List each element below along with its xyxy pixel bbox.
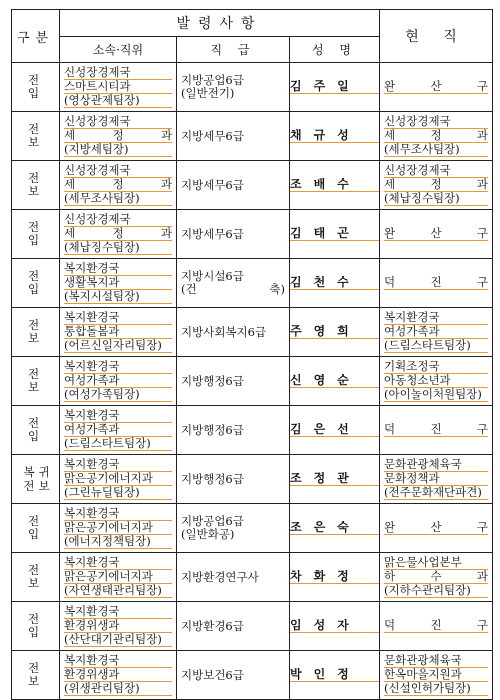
cell-line: (아이놀이처원팀장)	[384, 388, 488, 402]
cell-line: 신성장경제국	[64, 66, 172, 80]
cell-line: 맑은물사업본부	[384, 556, 488, 570]
cell-line: 세 정 과	[384, 178, 489, 191]
cell-type: 전 보	[12, 553, 60, 602]
header-current: 현 직	[380, 10, 493, 63]
cell-org	[60, 63, 177, 112]
table-row	[12, 259, 493, 308]
cell-rank	[177, 651, 290, 700]
cell-name	[290, 161, 380, 210]
cell-rank	[177, 553, 290, 602]
cell-name	[290, 455, 380, 504]
cell-line: (체납징수팀장)	[384, 192, 488, 206]
cell-line: (건 축)	[181, 283, 285, 296]
cell-line: (영상관제팀장)	[64, 94, 172, 108]
cell-rank	[177, 161, 290, 210]
cell-current	[380, 455, 493, 504]
cell-line: 완 산 구	[384, 80, 489, 93]
cell-org	[60, 308, 177, 357]
table-row	[12, 406, 493, 455]
cell-current	[380, 553, 493, 602]
cell-name	[290, 651, 380, 700]
cell-rank	[177, 406, 290, 455]
cell-line: 덕 진 구	[384, 423, 489, 436]
header-group: 발령사항	[60, 10, 380, 37]
person-name: 신영순	[290, 374, 379, 388]
table-row	[12, 651, 493, 700]
table-row	[12, 357, 493, 406]
cell-line: 복지환경국	[64, 262, 172, 276]
cell-line: 지방행정6급	[181, 374, 244, 388]
cell-line: 지방환경연구사	[181, 570, 259, 584]
cell-line: 지방세무6급	[181, 227, 244, 241]
cell-line: (지하수관리팀장)	[384, 584, 488, 598]
person-name: 조은숙	[290, 521, 379, 535]
cell-line: 지방공업6급	[181, 515, 244, 528]
cell-line: (세무조사팀장)	[64, 192, 172, 206]
person-name: 김천수	[290, 276, 379, 290]
cell-line: (에너지정책팀장)	[64, 535, 172, 549]
cell-org	[60, 357, 177, 406]
cell-line: 복지환경국	[384, 311, 488, 325]
header-org: 소속·직위	[60, 37, 177, 63]
header-gubun: 구분	[12, 10, 60, 63]
cell-line: 환경위생과	[64, 619, 172, 633]
person-name: 조정관	[290, 472, 379, 486]
cell-line: 통합돌봄과	[64, 325, 172, 339]
cell-line: (자연생태관리팀장)	[64, 584, 172, 598]
cell-line: 스마트시티과	[64, 80, 172, 94]
cell-line: 세 정 과	[384, 129, 489, 142]
cell-rank	[177, 504, 290, 553]
header-name: 성 명	[290, 37, 380, 63]
cell-name	[290, 504, 380, 553]
cell-org	[60, 602, 177, 651]
cell-type: 전 입	[12, 259, 60, 308]
table-row	[12, 308, 493, 357]
cell-rank	[177, 357, 290, 406]
cell-line: 한옥마을지원과	[384, 668, 488, 682]
cell-line: (신설인허가팀장)	[384, 682, 488, 696]
table-row	[12, 63, 493, 112]
cell-line: 덕 진 구	[384, 276, 489, 289]
table-row	[12, 161, 493, 210]
cell-org	[60, 651, 177, 700]
person-name: 김태곤	[290, 227, 379, 241]
cell-line: 지방환경6급	[181, 619, 244, 633]
cell-line: 지방사회복지6급	[181, 325, 267, 339]
cell-rank	[177, 308, 290, 357]
cell-line: 지방세무6급	[181, 178, 244, 192]
cell-line: (드림스타트팀장)	[64, 437, 172, 451]
cell-line: (체납징수팀장)	[64, 241, 172, 255]
cell-line: 덕 진 구	[384, 619, 489, 632]
cell-type: 전 입	[12, 406, 60, 455]
cell-name	[290, 406, 380, 455]
cell-type: 전 입	[12, 210, 60, 259]
cell-type: 복귀 전보	[12, 455, 60, 504]
header-rank: 직 급	[177, 37, 290, 63]
cell-org	[60, 455, 177, 504]
cell-type: 전 보	[12, 112, 60, 161]
cell-line: (전주문화재단파견)	[384, 486, 488, 500]
cell-line: (여성가족팀장)	[64, 388, 172, 402]
cell-current	[380, 259, 493, 308]
cell-line: 지방세무6급	[181, 129, 244, 143]
cell-line: 여성가족과	[384, 325, 488, 339]
cell-current	[380, 602, 493, 651]
cell-line: (지방세팀장)	[64, 143, 172, 157]
cell-rank	[177, 63, 290, 112]
table-row	[12, 455, 493, 504]
cell-line: (위생관리팀장)	[64, 682, 172, 696]
cell-type: 전 보	[12, 651, 60, 700]
cell-line: 지방행정6급	[181, 472, 244, 486]
cell-org	[60, 259, 177, 308]
cell-line: 신성장경제국	[64, 164, 172, 178]
person-name: 임성자	[290, 619, 379, 633]
cell-current	[380, 112, 493, 161]
cell-line: 완 산 구	[384, 227, 489, 240]
cell-line: 복지환경국	[64, 654, 172, 668]
cell-org	[60, 504, 177, 553]
cell-line: (일반화공)	[181, 528, 235, 541]
cell-current	[380, 161, 493, 210]
personnel-table-container	[11, 9, 492, 700]
cell-line: 아동청소년과	[384, 374, 488, 388]
cell-line: 복지환경국	[64, 556, 172, 570]
cell-name	[290, 259, 380, 308]
cell-line: 복지환경국	[64, 360, 172, 374]
cell-line: 여성가족과	[64, 423, 172, 437]
cell-current	[380, 504, 493, 553]
cell-rank	[177, 210, 290, 259]
cell-type: 전 보	[12, 308, 60, 357]
personnel-table	[11, 9, 493, 700]
person-name: 박인정	[290, 668, 379, 682]
cell-name	[290, 357, 380, 406]
cell-line: (산단대기관리팀장)	[64, 633, 172, 647]
cell-line: 지방공업6급	[181, 74, 244, 87]
cell-org	[60, 406, 177, 455]
cell-org	[60, 161, 177, 210]
cell-line: 지방행정6급	[181, 423, 244, 437]
cell-org	[60, 210, 177, 259]
cell-line: 완 산 구	[384, 521, 489, 534]
cell-line: 문화정책과	[384, 472, 488, 486]
cell-line: 맑은공기에너지과	[64, 472, 172, 486]
cell-line: 지방시설6급	[181, 270, 244, 283]
person-name: 김은선	[290, 423, 379, 437]
cell-org	[60, 553, 177, 602]
cell-line: 하 수 과	[384, 570, 489, 583]
cell-line: (어르신일자리팀장)	[64, 339, 172, 353]
cell-line: 복지환경국	[64, 311, 172, 325]
cell-line: 맑은공기에너지과	[64, 570, 172, 584]
cell-line: 세 정 과	[64, 129, 172, 142]
cell-line: 환경위생과	[64, 668, 172, 682]
cell-line: (그린뉴딜팀장)	[64, 486, 172, 500]
person-name: 김주일	[290, 80, 379, 94]
cell-current	[380, 210, 493, 259]
cell-name	[290, 112, 380, 161]
table-body	[12, 63, 493, 700]
cell-line: 신성장경제국	[64, 213, 172, 227]
cell-name	[290, 602, 380, 651]
table-row	[12, 553, 493, 602]
cell-name	[290, 210, 380, 259]
cell-current	[380, 651, 493, 700]
cell-line: (일반전기)	[181, 87, 235, 100]
cell-line: 복지환경국	[64, 507, 172, 521]
cell-current	[380, 406, 493, 455]
cell-name	[290, 553, 380, 602]
table-row	[12, 602, 493, 651]
cell-line: 생활복지과	[64, 276, 172, 290]
cell-type: 전 입	[12, 602, 60, 651]
cell-line: 기획조정국	[384, 360, 488, 374]
cell-line: 복지환경국	[64, 458, 172, 472]
cell-line: 지방보건6급	[181, 668, 244, 682]
cell-line: 문화관광체육국	[384, 458, 488, 472]
cell-rank	[177, 602, 290, 651]
table-row	[12, 210, 493, 259]
cell-type: 전 입	[12, 504, 60, 553]
person-name: 주영희	[290, 325, 379, 339]
cell-rank	[177, 259, 290, 308]
cell-line: 세 정 과	[64, 227, 172, 240]
cell-current	[380, 63, 493, 112]
cell-line: 맑은공기에너지과	[64, 521, 172, 535]
cell-type: 전 보	[12, 161, 60, 210]
person-name: 차화정	[290, 570, 379, 584]
cell-org	[60, 112, 177, 161]
cell-line: 신성장경제국	[384, 164, 488, 178]
cell-line: 세 정 과	[64, 178, 172, 191]
table-row	[12, 112, 493, 161]
cell-rank	[177, 112, 290, 161]
cell-current	[380, 357, 493, 406]
cell-type: 전 입	[12, 63, 60, 112]
cell-type: 전 보	[12, 357, 60, 406]
cell-line: (드림스타트팀장)	[384, 339, 488, 353]
table-row	[12, 504, 493, 553]
person-name: 채규성	[290, 129, 379, 143]
cell-line: (세무조사팀장)	[384, 143, 488, 157]
cell-line: 복지환경국	[64, 409, 172, 423]
cell-line: 신성장경제국	[384, 115, 488, 129]
cell-line: (복지시설팀장)	[64, 290, 172, 304]
cell-name	[290, 308, 380, 357]
cell-line: 복지환경국	[64, 605, 172, 619]
cell-rank	[177, 455, 290, 504]
cell-line: 문화관광체육국	[384, 654, 488, 668]
cell-line: 신성장경제국	[64, 115, 172, 129]
person-name: 조배수	[290, 178, 379, 192]
cell-line: 여성가족과	[64, 374, 172, 388]
cell-current	[380, 308, 493, 357]
cell-name	[290, 63, 380, 112]
